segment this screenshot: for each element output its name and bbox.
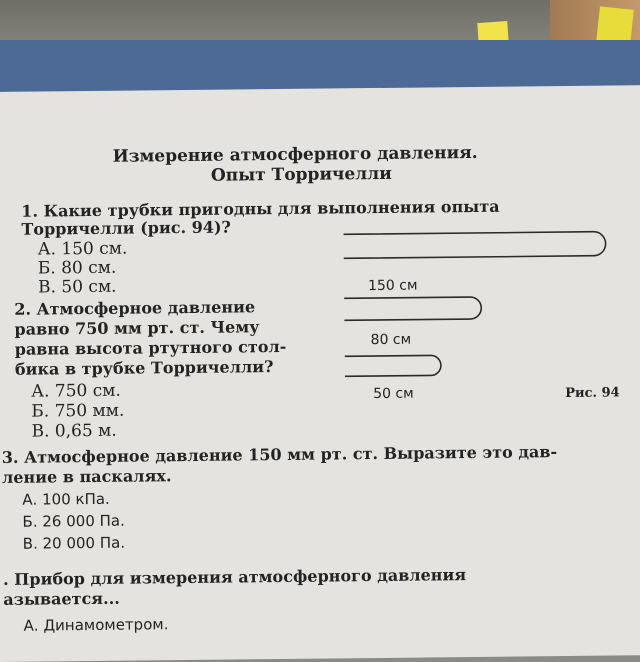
- page-subtitle: Опыт Торричелли: [210, 163, 392, 186]
- question-1-option-a: А. 150 см.: [37, 238, 128, 260]
- textbook-page: [0, 85, 640, 662]
- question-4-line2: азывается...: [3, 588, 120, 609]
- question-3-option-b: Б. 26 000 Па.: [22, 511, 125, 531]
- question-3-option-a: А. 100 кПа.: [22, 489, 110, 509]
- question-3-line2: ление в паскалях.: [1, 466, 172, 487]
- question-2-line3: равна высота ртутного стол-: [14, 336, 287, 359]
- question-2-option-a: А. 750 см.: [31, 380, 121, 402]
- question-1-option-c: В. 50 см.: [37, 276, 117, 298]
- page-title: Измерение атмосферного давления.: [112, 142, 478, 167]
- tube-50-cm: [345, 355, 441, 376]
- tube-150-cm: [344, 232, 606, 259]
- question-3-line1: 3. Атмосферное давление 150 мм рт. ст. Выразите это дав-: [1, 442, 558, 467]
- question-2-option-b: Б. 750 мм.: [31, 400, 125, 422]
- tube-80-cm: [344, 297, 481, 320]
- question-3-option-c: В. 20 000 Па.: [22, 533, 126, 553]
- question-2-line2: равно 750 мм рт. ст. Чему: [14, 317, 260, 339]
- question-1-line2: Торричелли (рис. 94)?: [21, 217, 231, 239]
- question-2-option-c: В. 0,65 м.: [31, 420, 117, 442]
- tube-label-80: 80 см: [370, 331, 412, 349]
- question-2-line4: бика в трубке Торричелли?: [14, 357, 274, 379]
- question-1-line1: 1. Какие трубки пригодны для выполнения опыта: [21, 196, 500, 221]
- tube-label-50: 50 см: [373, 385, 414, 403]
- question-4-option-a: А. Динамометром.: [23, 615, 169, 635]
- question-2-line1: 2. Атмосферное давление: [14, 297, 256, 319]
- question-1-option-b: Б. 80 см.: [37, 257, 117, 279]
- question-4-line1: . Прибор для измерения атмосферного давления: [3, 565, 467, 589]
- tube-label-150: 150 см: [367, 277, 418, 295]
- figure-caption: Рис. 94: [565, 385, 620, 402]
- figure-94-tubes: [335, 227, 627, 400]
